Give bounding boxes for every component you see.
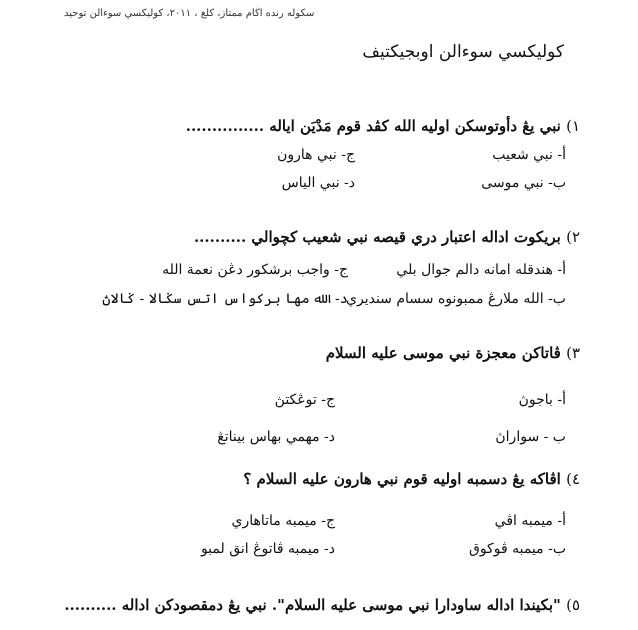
question-number: ٣) — [566, 344, 580, 362]
question-text: اڤاكه يڠ دسمبه اوليه قوم نبي هارون عليه السلام ؟ — [243, 470, 561, 488]
question-number: ١) — [566, 117, 580, 135]
option-c: ج- توڠكتڽ — [274, 392, 335, 408]
question-text: بريكوت اداله اعتبار دري قيصه نبي شعيب كچوالي .......... — [193, 228, 561, 246]
option-d: د- ميمبه ڤاتوڠ انق لمبو — [200, 541, 335, 557]
option-a: أ- نبي شعيب — [492, 147, 566, 163]
question-2 — [194, 230, 580, 245]
option-a: أ- هندقله امانه دالم جوال بلي — [396, 262, 566, 278]
page-title: كوليكسي سوءالن اوبجيكتيف — [362, 42, 564, 62]
page-header: سكوله رنده اڬام ممتاز، كلغ ، ٢٠١١، كوليكسي سوءالن توحيد — [64, 8, 315, 19]
option-c: ج- واجب برشكور دڠن نعمة الله — [162, 262, 348, 278]
question-number: ٥) — [566, 596, 580, 614]
option-d: د- الله مها بركواس اتس سݢالا - ݢالاڽ — [102, 291, 348, 307]
option-b: ب - سواراڽ — [495, 429, 566, 445]
question-text: "بكيندا اداله ساودارا نبي موسى عليه السلام". نبي يڠ دمقصودكن اداله .......... — [64, 596, 561, 614]
option-b: ب- ميمبه ڤوكوق — [468, 541, 566, 557]
option-b: ب- الله ملارڠ ممبونوه سسام سنديري — [346, 291, 566, 307]
option-d: د- نبي الياس — [281, 175, 355, 191]
question-3 — [326, 346, 580, 361]
question-number: ٤) — [566, 470, 580, 488]
question-text: نبي يڠ دأوتوسكن اوليه الله كڤد قوم مَدْيَن اياله ............... — [185, 117, 561, 135]
question-5 — [64, 598, 580, 613]
question-number: ٢) — [566, 228, 580, 246]
option-a: أ- ميمبه اڤي — [494, 513, 566, 529]
option-c: ج- ميمبه ماتاهاري — [231, 513, 335, 529]
question-4 — [243, 472, 580, 487]
option-c: ج- نبي هارون — [277, 147, 355, 163]
question-1 — [186, 119, 580, 134]
option-d: د- مهمي بهاس بيناتڠ — [217, 429, 335, 445]
question-text: ڤاتاكن معجزة نبي موسى عليه السلام — [325, 344, 561, 362]
option-b: ب- نبي موسى — [481, 175, 566, 191]
option-a: أ- باجوڽ — [518, 392, 566, 408]
